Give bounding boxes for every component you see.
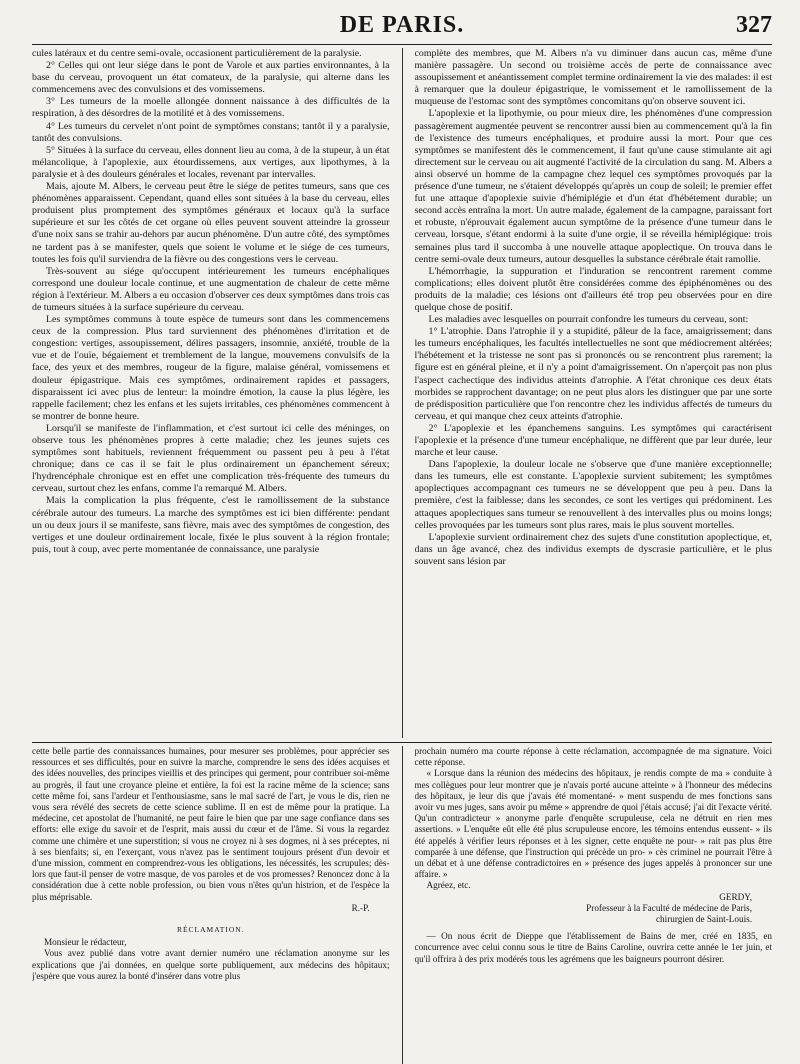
paragraph: prochain numéro ma courte réponse à cette réclamation, accompagnée de ma signature. Voici cette réponse. xyxy=(414,746,772,768)
salutation: Monsieur le rédacteur, xyxy=(44,937,127,948)
page-header xyxy=(32,12,772,45)
paragraph: cules latéraux et du centre semi-ovale, occasionent particulièrement de la paralysie. xyxy=(32,48,362,59)
paragraph: L'hémorrhagie, la suppuration et l'induration se rencontrent rarement comme complications; elles doivent plutôt être considérées comme des épiphénomènes ou des produits de la maladie; ces lésions ont d'ailleurs été trop peu observées pour en dire quelque chose de positif. xyxy=(414,265,772,313)
paragraph: — On nous écrit de Dieppe que l'établissement de Bains de mer, créé en 1835, en concurrence avec celui connu sous le titre de Bains Caroline, ouvrira cette année le 1er juin, et qu'il offrira à des prix modérés tous les agrémens que les baigneurs pourront désirer. xyxy=(414,931,772,964)
paragraph: 4° Les tumeurs du cervelet n'ont point de symptômes constans; tantôt il y a paralysie, tantôt des convulsions. xyxy=(32,120,390,144)
paragraph: 1° L'atrophie. Dans l'atrophie il y a stupidité, pâleur de la face, amaigrissement; dans les tumeurs encéphaliques, les facultés intellectuelles ne sont que médiocrement altérées; l'hébétement et la tristesse ne sont pas si prononcés ou se rencontrent plus rarement; la figure est en général pleine, et il n'y a point d'amaigrissement. On n'aperçoit pas non plus l'aspect cachectique des individus atteints d'atrophie. A l'état chronique ces deux états morbides se rapprochent davantage; on ne peut plus alors les distinguer que par une sorte de prédisposition particulière que l'on rencontre chez les individus affectés de tumeurs du cerveau, et qui manque chez ceux atteints d'atrophie. xyxy=(414,326,772,422)
page-number: 327 xyxy=(736,12,772,38)
left-column xyxy=(32,48,390,738)
paragraph: cette belle partie des connaissances humaines, pour mesurer ses problèmes, pour apprécier ses ressources et ses difficultés, pour en suivre la marche, comprendre le sens des idées acquises et des idées nouvelles, des principes vieillis et des principes qui germent, pour contribuer soi-même au progrès, il faut une croyance pleine et entière, la foi est la racine même de la science; sans cette même foi, sans l'ardeur et l'enthousiasme, sans le mal sacré de l'art, je vous le dis, rien ne vous sera révélé des secrets de cette science sublime. Il en est de même pour la pratique. La médecine, cet apostolat de l'humanité, ne peut faire le bien que par une sage confiance dans ses efforts: elle exige du savoir et de l'esprit, mais aussi du cœur et de l'âme. Si vous la regardez comme une chimère et une superstition; si vous ne croyez ni à ses dogmes, ni à ses préceptes, ni à ses bienfaits; si, en l'exerçant, vous n'avez pas le sentiment toujours présent d'un devoir et d'une mission, comment en comprendrez-vous les obligations, les nécessités, les scrupules; dès-lors que faut-il penser de votre masque, de vos paroles et de vos promesses? Renoncez donc à la considération due à cette noble profession, ou bien vous n'êtes qu'un histrion, et de l'espèce la plus méprisable. xyxy=(32,746,390,902)
signature-title: chirurgien de Saint-Louis. xyxy=(655,914,752,925)
feuilleton-right-column xyxy=(415,746,773,1064)
paragraph: Les maladies avec lesquelles on pourrait confondre les tumeurs du cerveau, sont: xyxy=(428,314,749,326)
section-heading: RÉCLAMATION. xyxy=(176,925,245,935)
paragraph: 2° Celles qui ont leur siége dans le pont de Varole et aux parties environnantes, à la base du cerveau, provoquent un état comateux, de la paralysie, qui alterne dans les commencemens avec des convulsions et des vomissemens. xyxy=(32,60,390,96)
paragraph: Dans l'apoplexie, la douleur locale ne s'observe que d'une manière exceptionnelle; dans les tumeurs, elle est constante. L'apoplexie survient subitement; les symptômes apoplectiques accompagnant ces tumeurs ne se développent que peu à peu. Dans la première, c'est la faiblesse; dans les secondes, ce sont les vertiges qui prédominent. Les attaques apoplectiques sans tumeur se renouvellent à des intervalles plus ou moins longs; celles provoquées par les tumeurs sont plus rares, mais le plus souvent mortelles. xyxy=(414,459,772,531)
closing: Agréez, etc. xyxy=(426,880,471,891)
quoted-reply: « Lorsque dans la réunion des médecins des hôpitaux, je rendis compte de ma » conduite à mes collègues pour leur montrer que je n'avais porté aucune atteinte » à l'honneur des médecins des hôpitaux, je leur dis que j'avais été momentané- » ment suspendu de mes fonctions sans avoir vu mes juges, sans avoir pu même » apprendre de quoi j'étais accusé; j'ai dit l'exacte vérité. Qu'un contradicteur » anonyme parle d'enquête scrupuleuse, cela ne détruit en rien mes assertions. » L'enquête eût elle été plus scrupuleuse encore, les témoins entendus eussent- » ils été appelés à vérifier leurs réponses et à les signer, cette enquête ne pour- » rait pas plus être comparée à une défense, que l'instruction qui précède un pro- » cès criminel ne pourrait l'être à un débat et à une défense contradictoires en » présence des juges appelés à prononcer sur une affaire. » xyxy=(414,768,772,880)
feuilleton-section xyxy=(32,746,772,1064)
paragraph: Lorsqu'il se manifeste de l'inflammation, et c'est surtout ici celle des méninges, on observe tous les phénomènes propres à cette maladie; chez les jeunes sujets ces symptômes sont habituels, reviennent fréquemment ou passent peu à peu à l'état chronique; dans ce cas il se fait le plus ordinairement un épanchement séreux; l'hydrencéphale chronique est en effet une complication très-fréquente des tumeurs du cerveau, surtout chez les enfans, comme l'a remarqué M. Albers. xyxy=(32,422,390,495)
paragraph: Mais, ajoute M. Albers, le cerveau peut être le siége de petites tumeurs, sans que ces phénomènes apparaissent. Cependant, quand elles sont situées à la base du cerveau, elles produisent plus promptement des symptômes généraux et locaux qu'à la surface supérieure et sur les côtés de cet organe où elles peuvent souvent atteindre la grosseur d'une noix sans se trahir au-dehors par aucun phénomène. D'un autre côté, des symptômes ne tardent pas à se manifester, quels que soient le volume et le siége de ces tumeurs, toutes les fois qu'il surviendra de la fièvre ou des congestions vers le cerveau. xyxy=(32,181,390,265)
paragraph: Très-souvent au siége qu'occupent intérieurement les tumeurs encéphaliques correspond une douleur locale continue, et une augmentation de chaleur de cette même région à l'extérieur. M. Albers a eu occasion d'observer ces deux symptômes dans trois cas de tumeurs situées à la surface supérieure du cerveau. xyxy=(32,265,390,313)
column-divider xyxy=(402,48,403,738)
paragraph: Les symptômes communs à toute espèce de tumeurs sont dans les commencemens ceux de la compression. Plus tard surviennent des phénomènes d'irritation et de congestion: vertiges, assoupissement, délires passagers, insomnie, anxiété, trouble de la vue et de l'ouïe, bégaiement et tremblement de la langue, mouvemens convulsifs de la face, des yeux et des membres, rougeur de la figure, malaise général, vomissemens et douleur épigastrique. Mais ces symptômes, ordinairement rapides et passagers, disparaissent ici avec plus de lenteur: la moindre émotion, la cause la plus légère, les rappelle facilement; chez les enfans et les sujets irritables, ces phénomènes commencent à se montrer de bonne heure. xyxy=(32,314,390,422)
paragraph: Mais la complication la plus fréquente, c'est le ramollissement de la substance cérébrale autour des tumeurs. La marche des symptômes est ici bien différente: pendant un ou deux jours il se manifeste, sans fièvre, mais avec des symptômes de congestion, des vertiges et une douleur ordinairement locale, fixée le plus souvent à la région frontale; puis, tout à coup, avec perte momentanée de connaissance, une paralysie xyxy=(32,495,390,555)
author-signature: R.-P. xyxy=(351,902,370,913)
paragraph: 5° Situées à la surface du cerveau, elles donnent lieu au coma, à de la stupeur, à un état mélancolique, à l'apoplexie, aux étourdissemens, aux vertiges, aux lipothymes, à la paralysie et à des douleurs générales et locales, revenant par intervalles. xyxy=(32,144,390,180)
paragraph: 2° L'apoplexie et les épanchemens sanguins. Les symptômes qui caractérisent l'apoplexie et la présence d'une tumeur encéphalique, ne diffèrent que par leur durée, leur marche et leur cause. xyxy=(414,422,772,459)
signature-title: Professeur à la Faculté de médecine de Paris, xyxy=(586,902,752,913)
page-title: DE PARIS. xyxy=(339,12,465,38)
signature-name: GERDY, xyxy=(719,891,752,902)
column-divider xyxy=(402,746,403,1064)
main-columns xyxy=(32,48,772,738)
right-column xyxy=(415,48,773,738)
paragraph: L'apoplexie et la lipothymie, ou pour mieux dire, les phénomènes d'une compression passagèrement augmentée peuvent se rencontrer aussi bien au commencement qu'à la fin de l'existence des tumeurs encéphaliques, et produire aussi la mort. Pour que ces symptômes se manifestent dès le commencement, il faut qu'une cause stimulante ait agi directement sur le cerveau ou ait augmenté l'activité de la circulation du sang. M. Albers a ainsi observé un homme de la campagne chez lequel ces symptômes provoqués par la présence d'une tumeur, ne s'étaient développés qu'après un coup de soleil; le premier effet fut une attaque d'apoplexie suivie d'hémiplégie et d'un état d'hébétement durable; un second accès entraîna la mort. Un autre malade, également de la campagne, paraissant fort et robuste, n'éprouvait également aucun symptôme de la présence d'une tumeur dans le cerveau, lorsque, s'étant endormi à la suite d'une orgie, il se réveilla hémiplégique: trois semaines plus tard il succomba à une nouvelle attaque apoplectique. On trouva dans le centre semi-ovale deux tumeurs, autour desquelles la substance cérébrale était ramollie. xyxy=(414,108,772,265)
paragraph: Vous avez publié dans votre avant dernier numéro une réclamation anonyme sur les explications que j'ai données, en quelque sorte publiquement, aux médecins des hôpitaux; j'espère que vous aurez la bonté d'insérer dans votre plus xyxy=(32,948,390,981)
paragraph: L'apoplexie survient ordinairement chez des sujets d'une constitution apoplectique, et, dans un âge avancé, chez des individus exempts de dyscrasie particulière, et le plus souvent sans lésion par xyxy=(414,531,772,567)
feuilleton-rule xyxy=(32,742,772,743)
paragraph: 3° Les tumeurs de la moelle allongée donnent naissance à des difficultés de la respiration, à des désordres de la motilité et à des vomissemens. xyxy=(32,96,390,120)
feuilleton-left-column xyxy=(32,746,390,1064)
paragraph: complète des membres, que M. Albers n'a vu diminuer dans aucun cas, même d'une manière passagère. Un second ou troisième accès de perte de connaissance avec assoupissement et anéantissement complet termine ordinairement la vie des malades: il est à remarquer que la douleur épigastrique, le vomissement et le ramollissement de la muqueuse de l'estomac sont des symptômes concomitans qu'on observe souvent ici. xyxy=(414,48,772,108)
